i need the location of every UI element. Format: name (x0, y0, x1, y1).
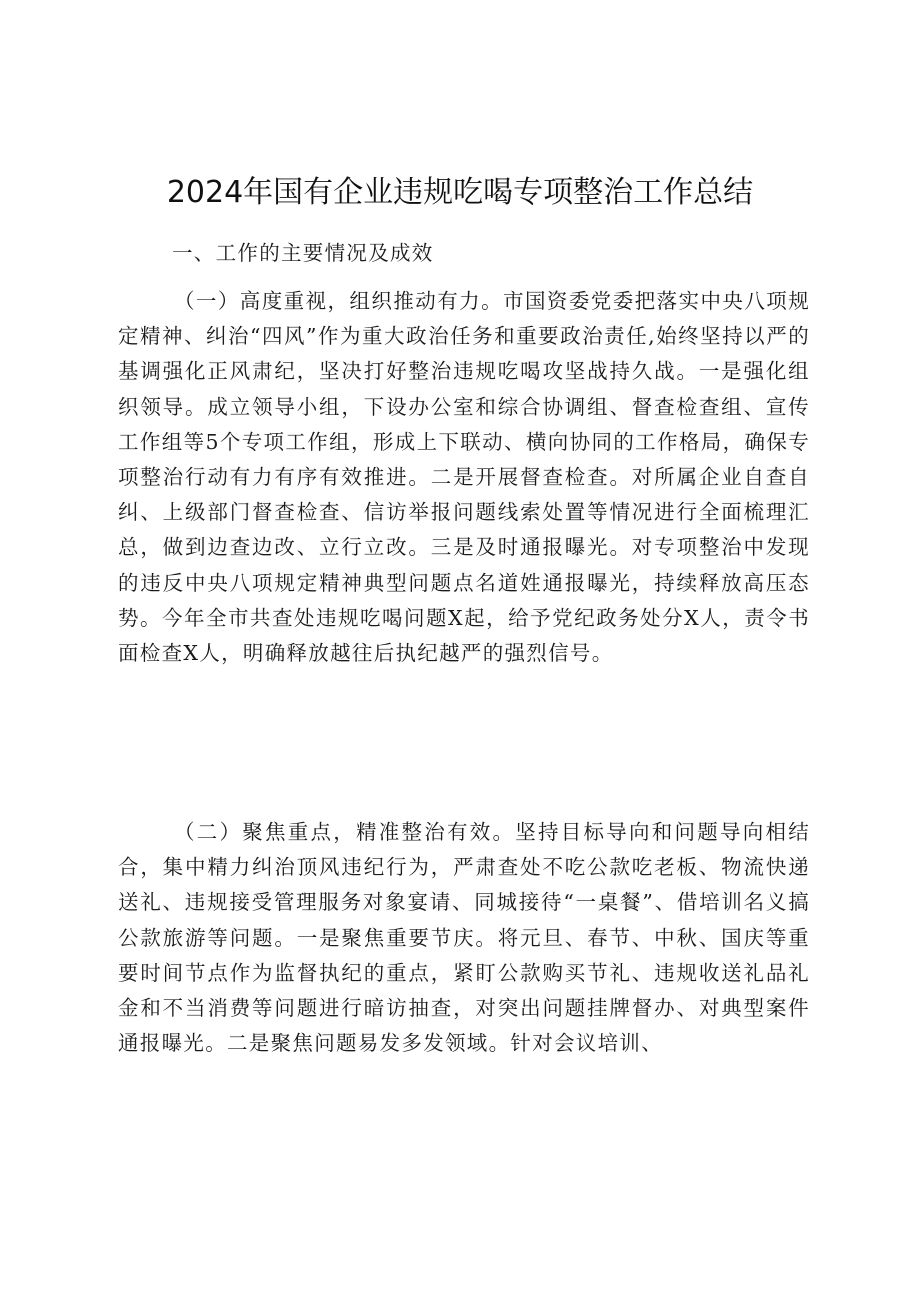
section-heading: 一、工作的主要情况及成效 (172, 241, 434, 265)
document-title: 2024年国有企业违规吃喝专项整治工作总结 (166, 175, 754, 210)
paragraph-2: （二）聚焦重点，精准整治有效。坚持目标导向和问题导向相结合，集中精力纠治顶风违纪行为，严肃查处不吃公款吃老板、物流快递送礼、违规接受管理服务对象宴请、同城接待“一桌餐”、借培训名义搞公款旅游等问题。一是聚焦重要节庆。将元旦、春节、中秋、国庆等重要时间节点作为监督执纪的重点，紧盯公款购买节礼、违规收送礼品礼金和不当消费等问题进行暗访抽查，对突出问题挂牌督办、对典型案件通报曝光。二是聚焦问题易发多发领域。针对会议培训、 (118, 820, 810, 1056)
paragraph-1: （一）高度重视，组织推动有力。市国资委党委把落实中央八项规定精神、纠治“四风”作为重大政治任务和重要政治责任,始终坚持以严的基调强化正风肃纪，坚决打好整治违规吃喝攻坚战持久战。一是强化组织领导。成立领导小组，下设办公室和综合协调组、督查检查组、宣传工作组等5个专项工作组，形成上下联动、横向协同的工作格局，确保专项整治行动有力有序有效推进。二是开展督查检查。对所属企业自查自纠、上级部门督查检查、信访举报问题线索处置等情况进行全面梳理汇总，做到边查边改、立行立改。三是及时通报曝光。对专项整治中发现的违反中央八项规定精神典型问题点名道姓通报曝光，持续释放高压态势。今年全市共查处违规吃喝问题X起，给予党纪政务处分X人，责令书面检查X人，明确释放越往后执纪越严的强烈信号。 (118, 289, 810, 666)
